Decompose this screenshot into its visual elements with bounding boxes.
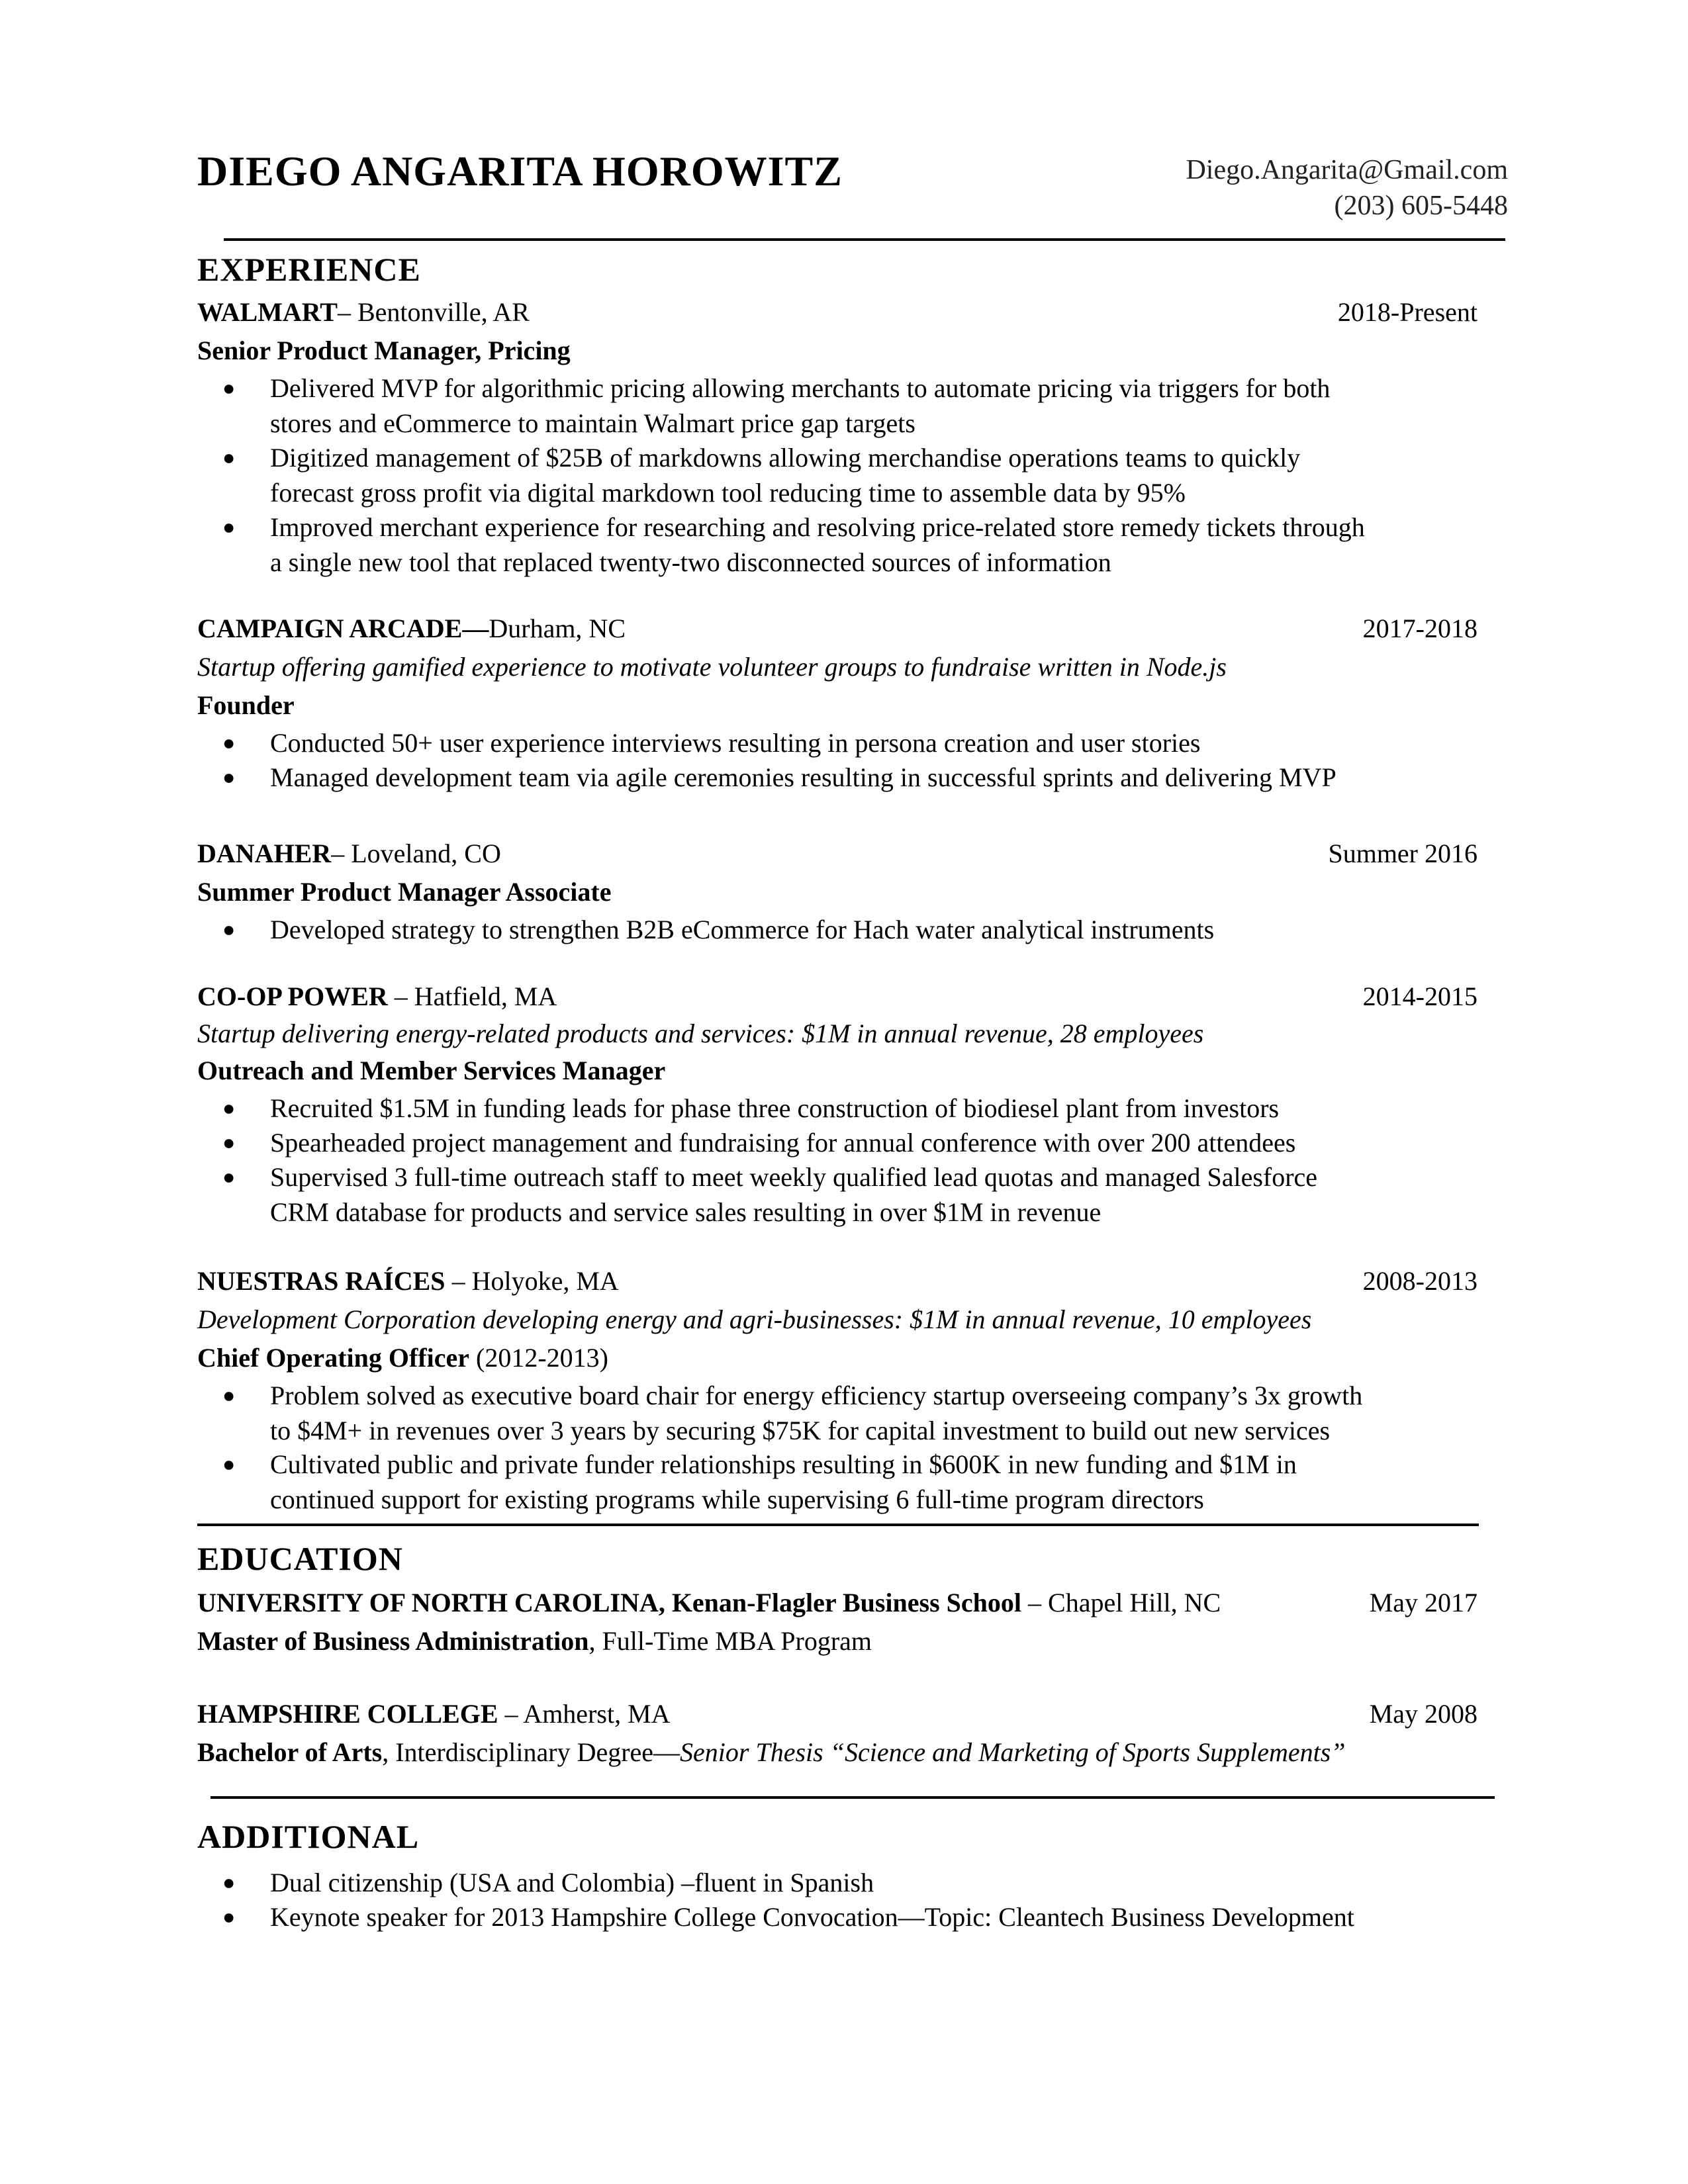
job-header-danaher <box>197 838 1477 876</box>
degree-detail: , Interdisciplinary Degree— <box>382 1737 680 1767</box>
company-location: – Holyoke, MA <box>445 1266 619 1296</box>
degree-name: Bachelor of Arts <box>197 1737 383 1767</box>
school-name: HAMPSHIRE COLLEGE <box>197 1699 498 1729</box>
education-divider <box>211 1796 1495 1799</box>
section-title-additional: ADDITIONAL <box>197 1818 420 1855</box>
degree-detail: , Full-Time MBA Program <box>588 1626 872 1656</box>
header-divider <box>224 238 1505 241</box>
school-header-hampshire <box>197 1698 1477 1737</box>
job-role-line <box>197 1342 608 1373</box>
degree-name: Master of Business Administration <box>197 1626 589 1656</box>
job-role: Senior Product Manager, Pricing <box>197 336 571 365</box>
bullet-dot-icon: ● <box>222 1870 236 1894</box>
job-role: Summer Product Manager Associate <box>197 877 612 907</box>
job-role: Chief Operating Officer <box>197 1343 469 1373</box>
company-location: – Bentonville, AR <box>337 297 530 327</box>
bullet-dot-icon: ● <box>222 445 236 469</box>
bullet-dot-icon: ● <box>222 376 236 400</box>
school-name: UNIVERSITY OF NORTH CAROLINA, Kenan-Flagler Business School <box>197 1588 1022 1617</box>
thesis-title: Senior Thesis “Science and Marketing of Sports Supplements” <box>680 1737 1346 1767</box>
section-title-experience: EXPERIENCE <box>197 251 421 288</box>
company-description: Development Corporation developing energy and agri-businesses: $1M in annual revenue, 10 employees <box>197 1304 1312 1334</box>
company-name: DANAHER <box>197 839 332 868</box>
job-dates: 2018-Present <box>1337 297 1477 327</box>
company-location: – Loveland, CO <box>331 839 501 868</box>
bullet-dot-icon: ● <box>222 917 236 941</box>
bullet-dot-icon: ● <box>222 1905 236 1929</box>
company-location: – Hatfield, MA <box>387 981 557 1011</box>
job-dates: Summer 2016 <box>1328 839 1477 868</box>
experience-divider <box>197 1524 1479 1526</box>
bullet-dot-icon: ● <box>222 1130 236 1154</box>
company-name: CAMPAIGN ARCADE— <box>197 614 489 643</box>
company-description: Startup delivering energy-related products and services: $1M in annual revenue, 28 employees <box>197 1019 1204 1048</box>
job-header-nuestras-raices <box>197 1265 1477 1304</box>
job-dates: 2014-2015 <box>1362 981 1477 1011</box>
phone-number: (203) 605-5448 <box>1334 191 1508 221</box>
bullet-dot-icon: ● <box>222 1383 236 1407</box>
bullet-dot-icon: ● <box>222 1165 236 1189</box>
bullet-dot-icon: ● <box>222 765 236 789</box>
school-location: – Amherst, MA <box>498 1699 671 1729</box>
job-header-campaign-arcade <box>197 613 1477 651</box>
bullet-dot-icon: ● <box>222 515 236 539</box>
job-dates: 2017-2018 <box>1362 614 1477 643</box>
degree-line <box>197 1625 872 1657</box>
job-header-walmart <box>197 296 1477 335</box>
contact-block <box>1186 152 1508 224</box>
company-name: NUESTRAS RAÍCES <box>197 1266 445 1296</box>
company-location: Durham, NC <box>489 614 626 643</box>
job-role: Founder <box>197 690 295 720</box>
school-dates: May 2008 <box>1369 1699 1477 1729</box>
job-header-co-op-power <box>197 981 1477 1019</box>
email-address[interactable]: Diego.Angarita@Gmail.com <box>1186 155 1508 185</box>
bullet-dot-icon: ● <box>222 1096 236 1120</box>
school-location: – Chapel Hill, NC <box>1021 1588 1221 1617</box>
job-role-dates: (2012-2013) <box>469 1343 608 1373</box>
company-name: CO-OP POWER <box>197 981 388 1011</box>
degree-line <box>197 1737 1346 1768</box>
section-title-education: EDUCATION <box>197 1540 403 1577</box>
bullet-dot-icon: ● <box>222 731 236 754</box>
bullet-dot-icon: ● <box>222 1452 236 1476</box>
company-name: WALMART <box>197 297 338 327</box>
school-header-unc <box>197 1587 1477 1625</box>
company-description: Startup offering gamified experience to motivate volunteer groups to fundraise written in Node.js <box>197 652 1227 682</box>
job-dates: 2008-2013 <box>1362 1266 1477 1296</box>
job-role: Outreach and Member Services Manager <box>197 1056 666 1085</box>
school-dates: May 2017 <box>1369 1588 1477 1617</box>
resume-name: DIEGO ANGARITA HOROWITZ <box>197 148 843 195</box>
